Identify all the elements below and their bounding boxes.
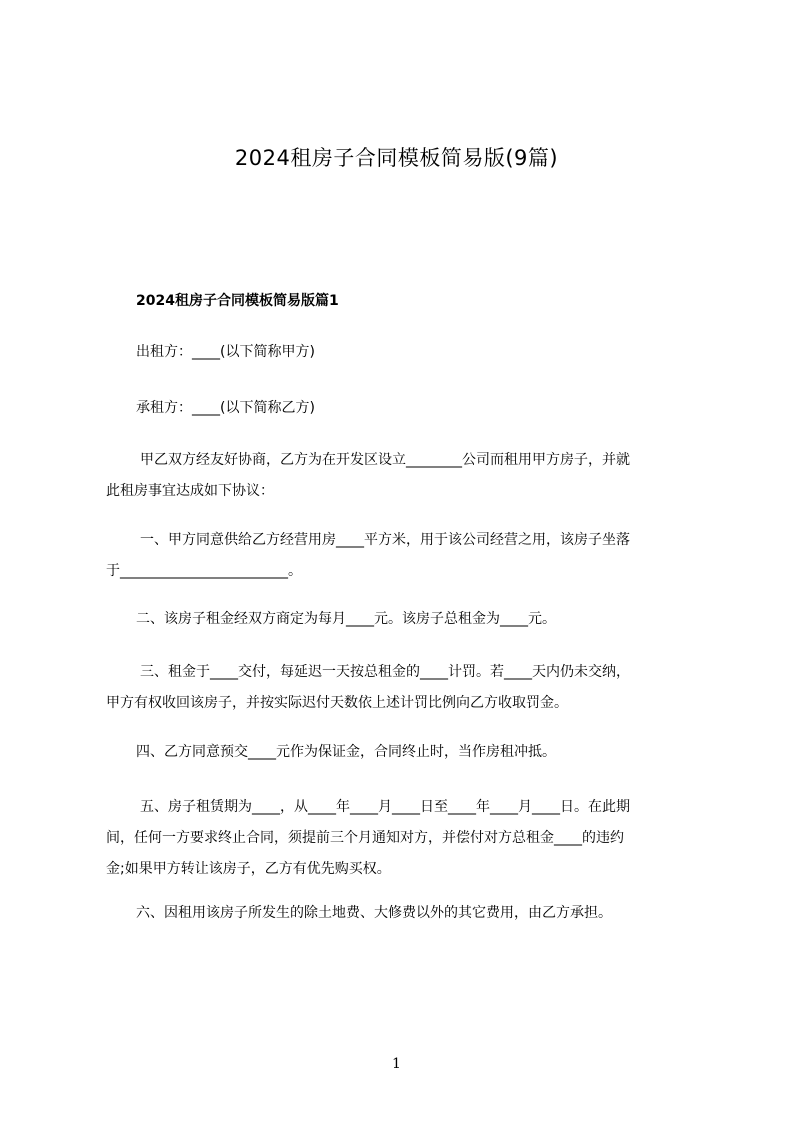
paragraph-lessor (136, 337, 315, 368)
paragraph-line: 间，任何一方要求终止合同，须提前三个月通知对方，并偿付对方总租金____的违约 (106, 830, 624, 846)
paragraph-line: 二、该房子租金经双方商定为每月____元。该房子总租金为____元。 (136, 611, 556, 627)
paragraph-line: 金;如果甲方转让该房子，乙方有优先购买权。 (106, 861, 391, 877)
paragraph-line: 六、因租用该房子所发生的除土地费、大修费以外的其它费用，由乙方承担。 (136, 905, 612, 921)
section-heading: 2024租房子合同模板简易版篇1 (136, 293, 339, 309)
paragraph-line: 于________________________。 (106, 563, 302, 579)
paragraph-lessee (136, 393, 315, 424)
page-number: 1 (392, 1056, 401, 1072)
clause-4 (136, 737, 556, 768)
paragraph-line: 承租方：____(以下简称乙方) (136, 400, 315, 416)
paragraph-line: 五、房子租赁期为____，从____年____月____日至____年____月____日。在此期 (140, 799, 630, 815)
paragraph-line: 甲方有权收回该房子，并按实际迟付天数依上述计罚比例向乙方收取罚金。 (106, 695, 568, 711)
paragraph-line: 四、乙方同意预交____元作为保证金，合同终止时，当作房租冲抵。 (136, 744, 556, 760)
paragraph-line: 甲乙双方经友好协商，乙方为在开发区设立________公司而租用甲方房子，并就 (140, 452, 630, 468)
clause-1 (106, 525, 630, 587)
clause-5 (106, 792, 630, 885)
clause-6 (136, 898, 612, 929)
paragraph-line: 三、租金于____交付，每延迟一天按总租金的____计罚。若____天内仍未交纳， (140, 664, 630, 680)
clause-2 (136, 604, 556, 635)
paragraph-line: 此租房事宜达成如下协议： (106, 483, 274, 499)
paragraph-preamble (106, 445, 630, 507)
clause-3 (106, 657, 630, 719)
document-title: 2024租房子合同模板简易版(9篇) (234, 146, 559, 170)
paragraph-line: 一、甲方同意供给乙方经营用房____平方米，用于该公司经营之用，该房子坐落 (140, 532, 630, 548)
paragraph-line: 出租方：____(以下简称甲方) (136, 344, 315, 360)
